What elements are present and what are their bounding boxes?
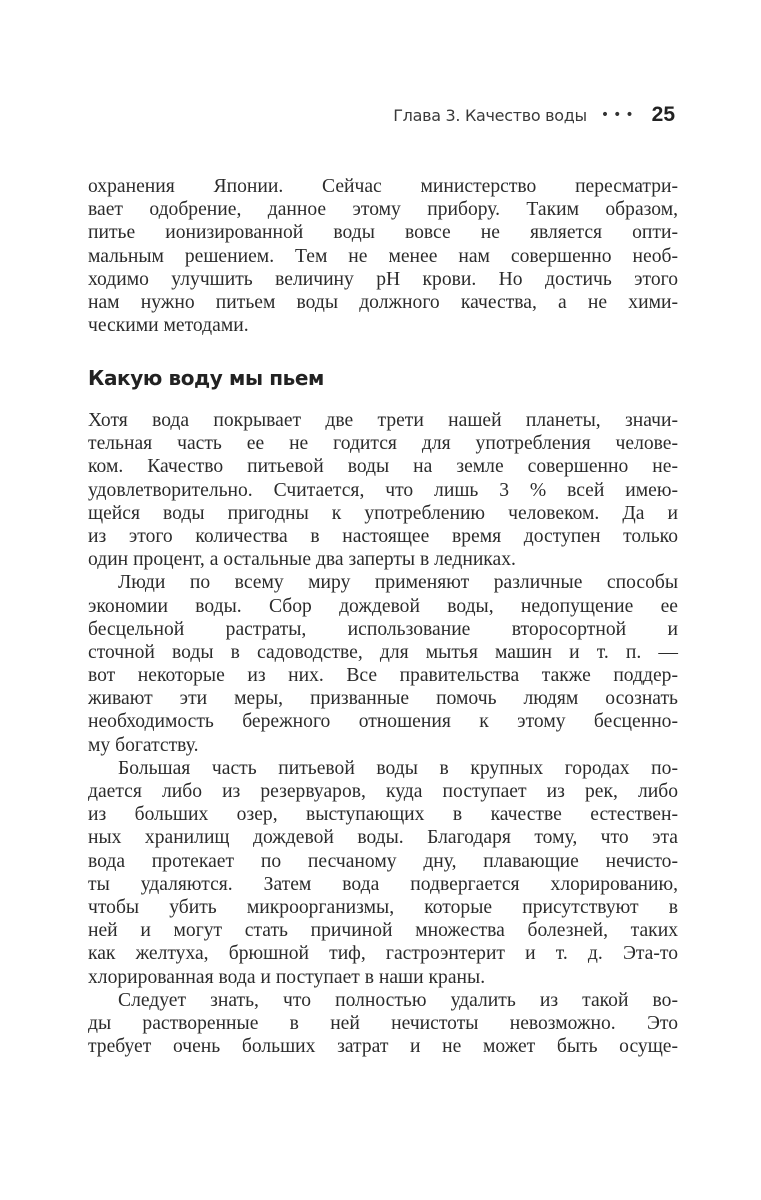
paragraph — [88, 989, 678, 1059]
text-line: ных хранилищ дождевой воды. Благодаря тому, что эта — [88, 827, 678, 849]
text-line: из больших озер, выступающих в качестве естествен- — [88, 804, 678, 826]
text-block-continued — [88, 175, 678, 337]
text-line: ды растворенные в ней нечистоты невозможно. Это — [88, 1012, 678, 1034]
text-line: из этого количества в настоящее время доступен только — [88, 525, 678, 547]
section-heading: Какую воду мы пьем — [88, 366, 324, 390]
text-line: му богатству. — [88, 734, 199, 756]
text-line: удовлетворительно. Считается, что лишь 3 % всей имею- — [88, 479, 678, 501]
text-line: охранения Японии. Сейчас министерство пересматри- — [88, 176, 678, 197]
text-line: как желтуха, брюшной тиф, гастроэнтерит и т. д. Эта-то — [88, 943, 678, 965]
text-line: необходимость бережного отношения к этому бесценно- — [88, 711, 678, 733]
text-line: вает одобрение, данное этому прибору. Таким образом, — [88, 199, 678, 221]
text-line: сточной воды в садоводстве, для мытья машин и т. п. — — [88, 641, 678, 663]
separator-dots: ••• — [600, 107, 638, 123]
text-line: вода протекает по песчаному дну, плавающие нечисто- — [88, 850, 678, 872]
text-line: один процент, а остальные два заперты в ледниках. — [88, 549, 516, 571]
text-line: ходимо улучшить величину pH крови. Но достичь этого — [88, 268, 678, 290]
text-block-section — [88, 409, 678, 1058]
text-line: ком. Качество питьевой воды на земле совершенно не- — [88, 456, 678, 478]
text-line: бесцельной растраты, использование второсортной и — [88, 618, 678, 640]
text-line: хлорированная вода и поступает в наши краны. — [88, 966, 486, 988]
page-number: 25 — [651, 103, 675, 126]
text-line: чтобы убить микроорганизмы, которые присутствуют в — [88, 896, 678, 918]
paragraph — [88, 757, 678, 989]
text-line: экономии воды. Сбор дождевой воды, недопущение ее — [88, 595, 678, 617]
text-line: тельная часть ее не годится для употребления челове- — [88, 433, 678, 455]
paragraph — [88, 409, 678, 571]
text-line: щейся воды пригодны к употреблению человеком. Да и — [88, 502, 678, 524]
running-head — [393, 103, 675, 127]
text-line: Хотя вода покрывает две трети нашей планеты, значи- — [88, 410, 678, 431]
text-line: живают эти меры, призванные помочь людям осознать — [88, 688, 678, 710]
text-line: Люди по всему миру применяют различные способы — [118, 572, 678, 594]
text-line: питье ионизированной воды вовсе не является опти- — [88, 222, 678, 244]
text-line: ческими методами. — [88, 315, 249, 337]
text-line: Большая часть питьевой воды в крупных городах по- — [118, 757, 678, 779]
text-line: требует очень больших затрат и не может быть осуще- — [88, 1036, 678, 1058]
chapter-title: Глава 3. Качество воды — [393, 105, 587, 125]
paragraph — [88, 571, 678, 757]
text-line: Следует знать, что полностью удалить из такой во- — [118, 989, 678, 1011]
text-line: ты удаляются. Затем вода подвергается хлорированию, — [88, 873, 678, 895]
paragraph — [88, 175, 678, 337]
text-line: ней и могут стать причиной множества болезней, таких — [88, 920, 678, 942]
text-line: мальным решением. Тем не менее нам совершенно необ- — [88, 245, 678, 267]
text-line: нам нужно питьем воды должного качества, а не хими- — [88, 291, 678, 313]
text-line: дается либо из резервуаров, куда поступает из рек, либо — [88, 781, 678, 802]
text-line: вот некоторые из них. Все правительства также поддер- — [88, 665, 678, 687]
